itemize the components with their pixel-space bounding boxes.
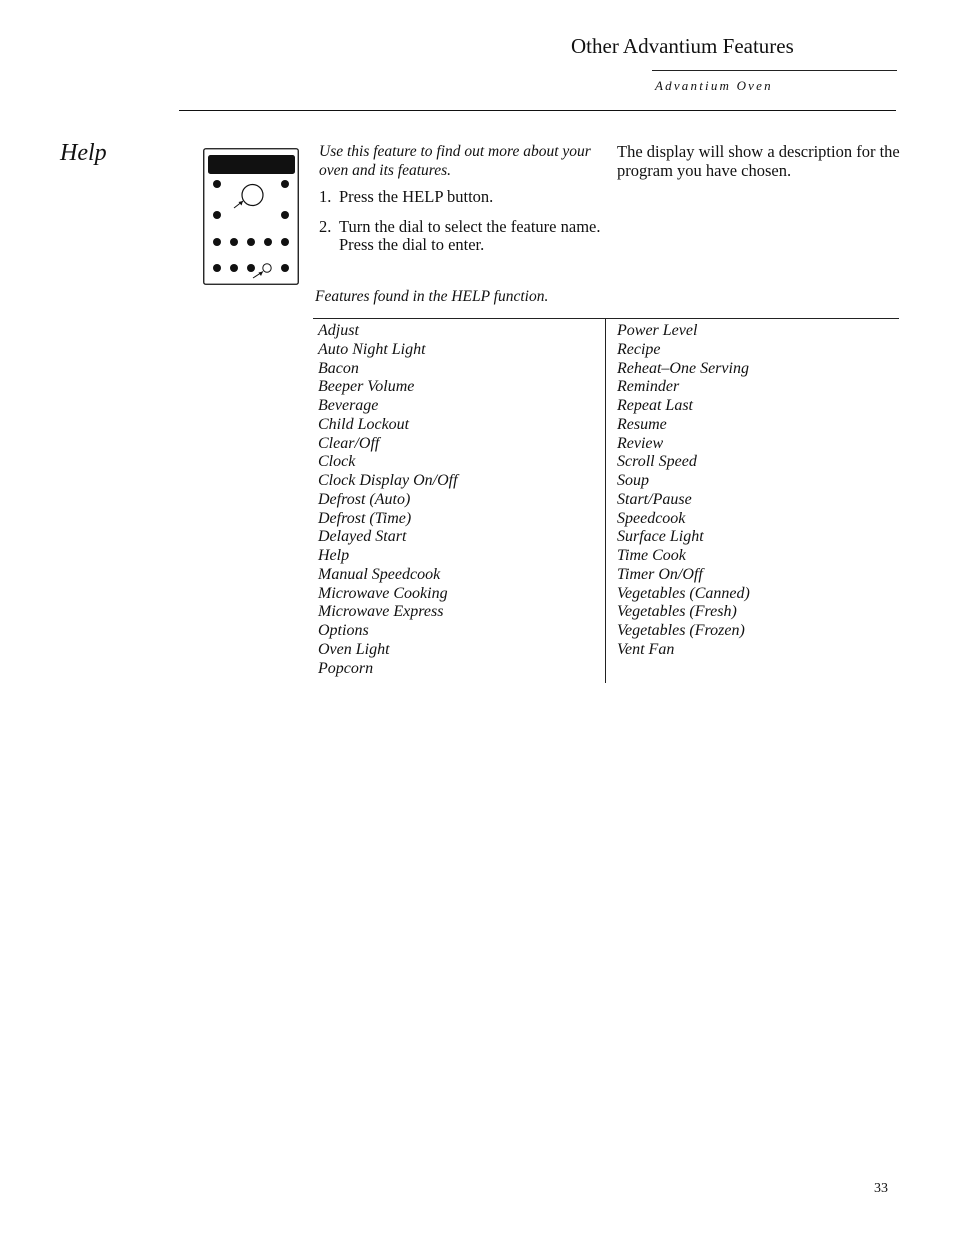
feature-item: Options [318, 622, 369, 639]
features-right-column [617, 322, 750, 660]
feature-item: Review [617, 434, 664, 452]
feature-item: Speedcook [617, 509, 686, 527]
feature-item: Defrost (Auto) [318, 490, 411, 508]
feature-item: Resume [617, 415, 667, 433]
feature-item: Soup [617, 472, 649, 489]
page-header-title: Other Advantium Features [571, 34, 794, 58]
step-text: Turn the dial to select the feature name. Press the dial to enter. [339, 216, 601, 254]
feature-item: Microwave Cooking [318, 584, 448, 602]
feature-item: Clock [318, 453, 356, 471]
feature-item: Timer On/Off [617, 565, 703, 583]
feature-item: Beverage [318, 397, 379, 414]
features-column-divider [605, 318, 606, 683]
section-intro: Use this feature to find out more about your oven and its features. [319, 143, 591, 179]
instruction-steps [319, 188, 609, 266]
feature-item: Manual Speedcook [318, 565, 441, 583]
feature-item: Reminder [617, 378, 680, 396]
feature-item: Vent Fan [617, 640, 675, 658]
feature-item: Start/Pause [617, 490, 692, 508]
feature-item: Child Lockout [318, 415, 410, 433]
feature-item: Time Cook [617, 547, 686, 564]
features-left-column [318, 322, 458, 678]
feature-item: Scroll Speed [617, 453, 697, 471]
feature-item: Vegetables (Canned) [617, 584, 750, 602]
feature-item: Oven Light [318, 640, 390, 658]
page-number: 33 [874, 1181, 888, 1196]
features-caption: Features found in the HELP function. [315, 288, 549, 305]
feature-item: Microwave Express [318, 603, 444, 621]
feature-item: Auto Night Light [318, 340, 426, 358]
step-text: Press the HELP button. [339, 187, 494, 206]
step-number: 2. [319, 216, 332, 236]
feature-item: Reheat–One Serving [617, 359, 749, 377]
feature-item: Bacon [318, 359, 359, 377]
feature-item: Clock Display On/Off [318, 472, 458, 489]
page-header-subtitle: Advantium Oven [655, 78, 773, 93]
section-title: Help [60, 140, 107, 166]
feature-item: Adjust [318, 322, 359, 339]
feature-item: Popcorn [318, 659, 374, 677]
feature-item: Repeat Last [617, 397, 693, 414]
header-divider-short [652, 70, 897, 71]
control-panel-icon [203, 148, 299, 285]
instruction-step [319, 218, 609, 255]
step-number: 1. [319, 187, 332, 206]
feature-item: Defrost (Time) [318, 509, 412, 527]
features-table-rule [313, 318, 899, 319]
instruction-step [319, 188, 609, 207]
feature-item: Recipe [617, 340, 661, 358]
header-divider-long [179, 110, 896, 111]
feature-item: Surface Light [617, 528, 704, 546]
feature-item: Beeper Volume [318, 378, 415, 396]
feature-item: Clear/Off [318, 434, 380, 452]
feature-item: Vegetables (Fresh) [617, 603, 737, 621]
feature-item: Help [318, 547, 350, 564]
result-description: The display will show a description for the program you have chosen. [617, 142, 900, 180]
feature-item: Power Level [617, 322, 698, 339]
feature-item: Delayed Start [318, 528, 407, 546]
feature-item: Vegetables (Frozen) [617, 622, 745, 639]
